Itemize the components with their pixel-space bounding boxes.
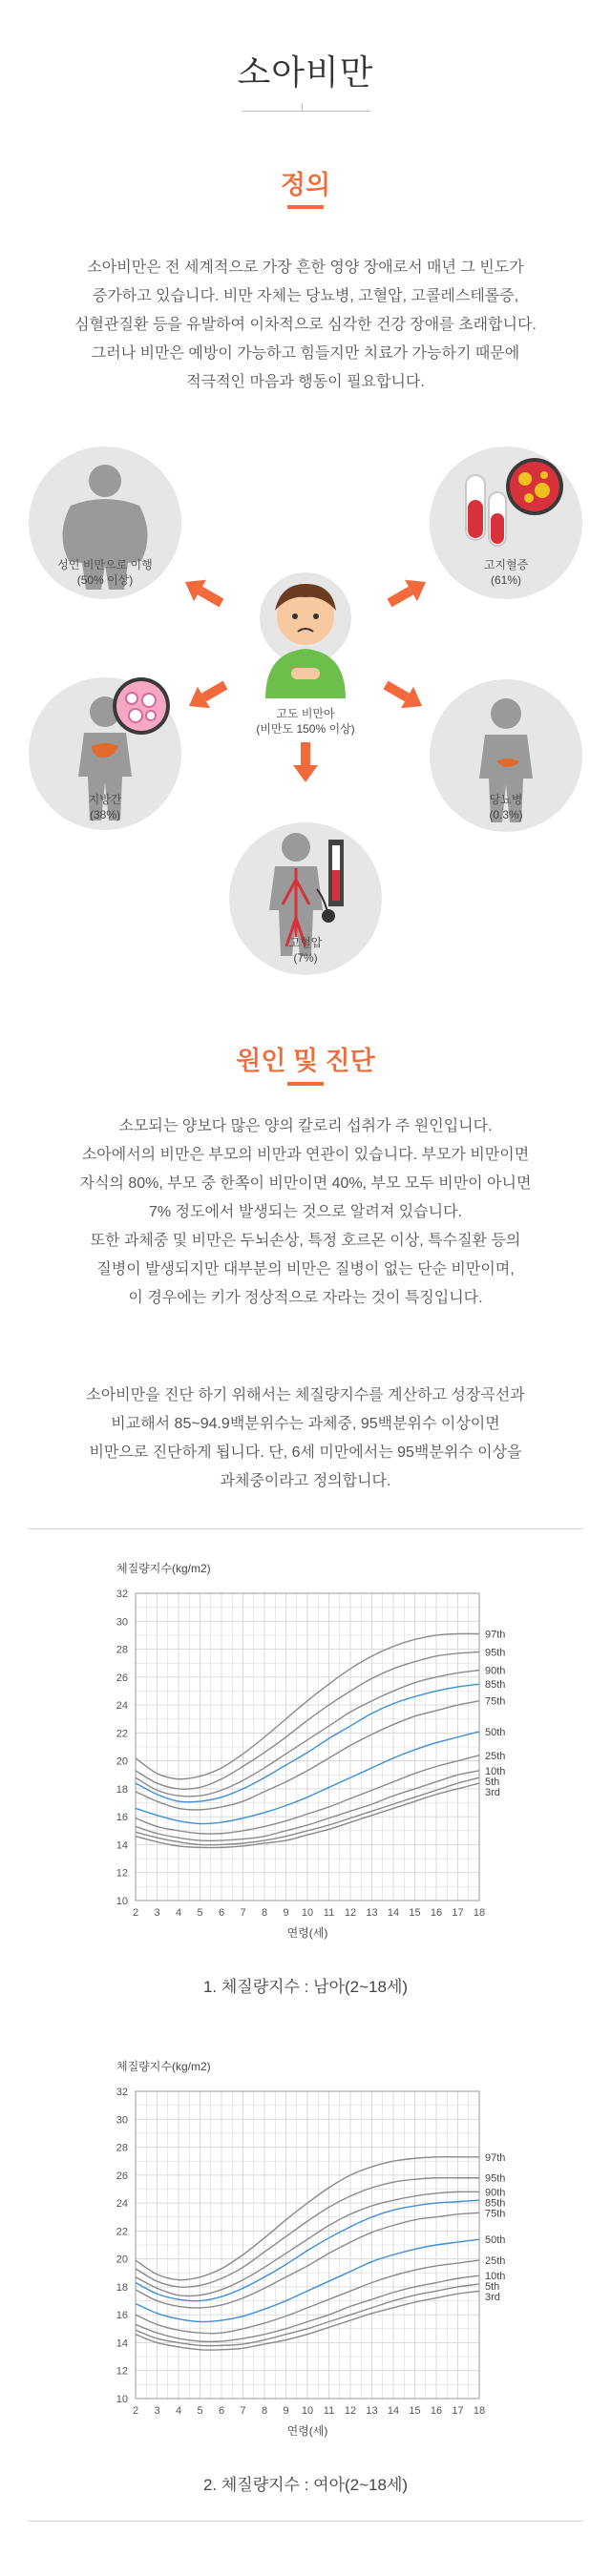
y-tick-label: 12 <box>116 2365 128 2378</box>
series-label-97th: 97th <box>485 2151 506 2164</box>
y-tick-label: 16 <box>116 2310 128 2322</box>
arrow-down-right-icon <box>380 675 429 717</box>
y-tick-label: 28 <box>116 2142 128 2154</box>
y-tick-label: 18 <box>116 2281 128 2294</box>
series-label-10th: 10th <box>485 1765 506 1777</box>
cause-line: 소모되는 양보다 많은 양의 칼로리 섭취가 주 원인입니다. <box>118 1118 493 1134</box>
diagnosis-line: 비교해서 85~94.9백분위수는 과체중, 95백분위수 이상이면 <box>111 1416 500 1432</box>
definition-line: 증가하고 있습니다. 비만 자체는 당뇨병, 고혈압, 고콜레스테롤증, <box>92 288 519 304</box>
y-tick-label: 22 <box>116 1728 128 1740</box>
x-tick-label: 8 <box>261 1907 268 1919</box>
x-tick-label: 9 <box>283 1907 289 1919</box>
series-label-97th: 97th <box>485 1629 506 1641</box>
cause-line: 이 경우에는 키가 정상적으로 자라는 것이 특징입니다. <box>128 1290 483 1306</box>
diagnosis-line: 소아비만을 진단 하기 위해서는 체질량지수를 계산하고 성장곡선과 <box>86 1387 525 1403</box>
series-label-3rd: 3rd <box>485 1786 500 1798</box>
y-tick-label: 30 <box>116 2114 128 2127</box>
y-axis-label: 체질량지수(kg/m2) <box>116 1562 211 1575</box>
bottom-divider <box>29 2521 582 2522</box>
definition-heading: 정의 <box>280 171 331 199</box>
x-tick-label: 13 <box>366 1907 378 1919</box>
y-tick-label: 32 <box>116 2087 128 2098</box>
series-label-95th: 95th <box>485 1647 506 1659</box>
x-tick-label: 5 <box>197 1907 203 1919</box>
diagnosis-line: 비만으로 진단하게 됩니다. 단, 6세 미만에서는 95백분위수 이상을 <box>89 1444 522 1461</box>
series-label-75th: 75th <box>485 1695 506 1708</box>
x-axis-label: 연령(세) <box>286 2424 328 2438</box>
x-tick-label: 13 <box>366 2405 378 2417</box>
y-tick-label: 28 <box>116 1644 128 1656</box>
x-tick-label: 6 <box>218 1907 225 1919</box>
x-tick-label: 10 <box>301 1907 314 1919</box>
series-label-25th: 25th <box>485 1750 506 1762</box>
definition-line: 심혈관질환 등을 유발하여 이차적으로 심각한 건강 장애를 초래합니다. <box>74 317 537 333</box>
x-tick-label: 14 <box>387 1907 400 1919</box>
x-tick-label: 11 <box>323 2405 335 2417</box>
x-tick-label: 12 <box>344 1907 357 1919</box>
x-tick-label: 7 <box>240 2405 246 2417</box>
cause-line: 7% 정도에서 발생되는 것으로 알려져 있습니다. <box>148 1204 462 1220</box>
y-tick-label: 24 <box>116 1700 128 1713</box>
series-label-75th: 75th <box>485 2208 506 2220</box>
series-label-10th: 10th <box>485 2271 506 2283</box>
x-tick-label: 4 <box>175 2405 182 2417</box>
y-tick-label: 32 <box>116 1589 128 1600</box>
y-tick-label: 20 <box>116 1755 128 1768</box>
series-label-5th: 5th <box>485 1776 500 1788</box>
cause-line: 또한 과체중 및 비만은 두뇌손상, 특정 호르몬 이상, 특수질환 등의 <box>90 1233 521 1249</box>
x-tick-label: 17 <box>452 2405 464 2417</box>
y-tick-label: 10 <box>116 1896 128 1907</box>
x-tick-label: 3 <box>154 1907 160 1919</box>
cause-accent-bar <box>287 1082 324 1086</box>
diabetes-label: 당뇨병 (0.3%) <box>489 793 523 821</box>
diagnosis-line: 과체중이라고 정의합니다. <box>220 1473 391 1489</box>
definition-line: 소아비만은 전 세계적으로 가장 흔한 영양 장애로서 매년 그 빈도가 <box>87 260 524 276</box>
y-axis-label: 체질량지수(kg/m2) <box>116 2060 211 2073</box>
series-label-85th: 85th <box>485 2197 506 2210</box>
arrow-down-icon <box>293 742 318 782</box>
series-label-5th: 5th <box>485 2281 500 2294</box>
hypertension-label: 고혈압 (7%) <box>288 936 323 965</box>
series-label-90th: 90th <box>485 1665 506 1677</box>
x-tick-label: 16 <box>430 2405 443 2417</box>
arrow-up-right-icon <box>384 571 432 614</box>
series-label-3rd: 3rd <box>485 2292 500 2304</box>
x-tick-label: 12 <box>344 2405 357 2417</box>
cause-line: 질병이 발생되지만 대부분의 비만은 질병이 없는 단순 비만이며, <box>96 1261 515 1278</box>
y-tick-label: 26 <box>116 1672 128 1684</box>
x-tick-label: 4 <box>175 1907 182 1919</box>
arrow-up-left-icon <box>179 571 227 614</box>
series-label-50th: 50th <box>485 2234 506 2247</box>
y-tick-label: 26 <box>116 2170 128 2182</box>
chart-caption-boys: 1. 체질량지수 : 남아(2~18세) <box>202 1978 409 1996</box>
cause-line: 자식의 80%, 부모 중 한쪽이 비만이면 40%, 부모 모두 비만이 아니면 <box>79 1175 532 1192</box>
y-tick-label: 22 <box>116 2226 128 2238</box>
diagnosis-text <box>38 1381 573 1496</box>
arrow-down-left-icon <box>182 675 231 717</box>
x-tick-label: 15 <box>409 2405 421 2417</box>
y-tick-label: 30 <box>116 1616 128 1629</box>
x-axis-label: 연령(세) <box>286 1926 328 1940</box>
x-tick-label: 2 <box>132 2405 139 2417</box>
series-label-95th: 95th <box>485 2172 506 2185</box>
series-label-90th: 90th <box>485 2187 506 2199</box>
cause-heading: 원인 및 진단 <box>236 1047 375 1075</box>
x-tick-label: 6 <box>218 2405 225 2417</box>
series-label-85th: 85th <box>485 1679 506 1692</box>
bmi-chart-boys <box>0 1544 611 1944</box>
section-divider <box>29 1528 582 1529</box>
cause-line: 소아에서의 비만은 부모의 비만과 연관이 있습니다. 부모가 비만이면 <box>81 1147 530 1163</box>
x-tick-label: 9 <box>283 2405 289 2417</box>
x-tick-label: 15 <box>409 1907 421 1919</box>
fatty-liver-label: 지방간 (38%) <box>88 793 122 821</box>
definition-line: 그러나 비만은 예방이 가능하고 힘들지만 치료가 가능하기 때문에 <box>91 345 520 362</box>
adult-obesity-label: 성인 비만으로 이행 (50% 이상) <box>57 558 153 587</box>
series-label-25th: 25th <box>485 2255 506 2268</box>
x-tick-label: 17 <box>452 1907 464 1919</box>
y-tick-label: 16 <box>116 1812 128 1824</box>
x-tick-label: 11 <box>323 1907 335 1919</box>
y-tick-label: 14 <box>116 1839 128 1852</box>
hyperlipidemia-label: 고지혈증 (61%) <box>483 558 529 587</box>
x-tick-label: 3 <box>154 2405 160 2417</box>
x-tick-label: 18 <box>473 1907 486 1919</box>
x-tick-label: 18 <box>473 2405 486 2417</box>
series-label-50th: 50th <box>485 1726 506 1738</box>
y-tick-label: 12 <box>116 1867 128 1880</box>
y-tick-label: 14 <box>116 2337 128 2350</box>
x-tick-label: 2 <box>132 1907 139 1919</box>
y-tick-label: 18 <box>116 1783 128 1796</box>
center-child-label: 고도 비만아 (비만도 150% 이상) <box>256 707 355 736</box>
x-tick-label: 7 <box>240 1907 246 1919</box>
page-title: 소아비만 <box>237 52 374 92</box>
y-tick-label: 24 <box>116 2198 128 2211</box>
x-tick-label: 10 <box>301 2405 314 2417</box>
x-tick-label: 14 <box>387 2405 400 2417</box>
cause-text <box>38 1112 573 1313</box>
y-tick-label: 10 <box>116 2394 128 2405</box>
chart-caption-girls: 2. 체질량지수 : 여아(2~18세) <box>202 2476 409 2494</box>
y-tick-label: 20 <box>116 2254 128 2266</box>
definition-line: 적극적인 마음과 행동이 필요합니다. <box>186 374 425 390</box>
x-tick-label: 16 <box>430 1907 443 1919</box>
x-tick-label: 8 <box>261 2405 268 2417</box>
x-tick-label: 5 <box>197 2405 203 2417</box>
bmi-chart-girls <box>0 2042 611 2442</box>
